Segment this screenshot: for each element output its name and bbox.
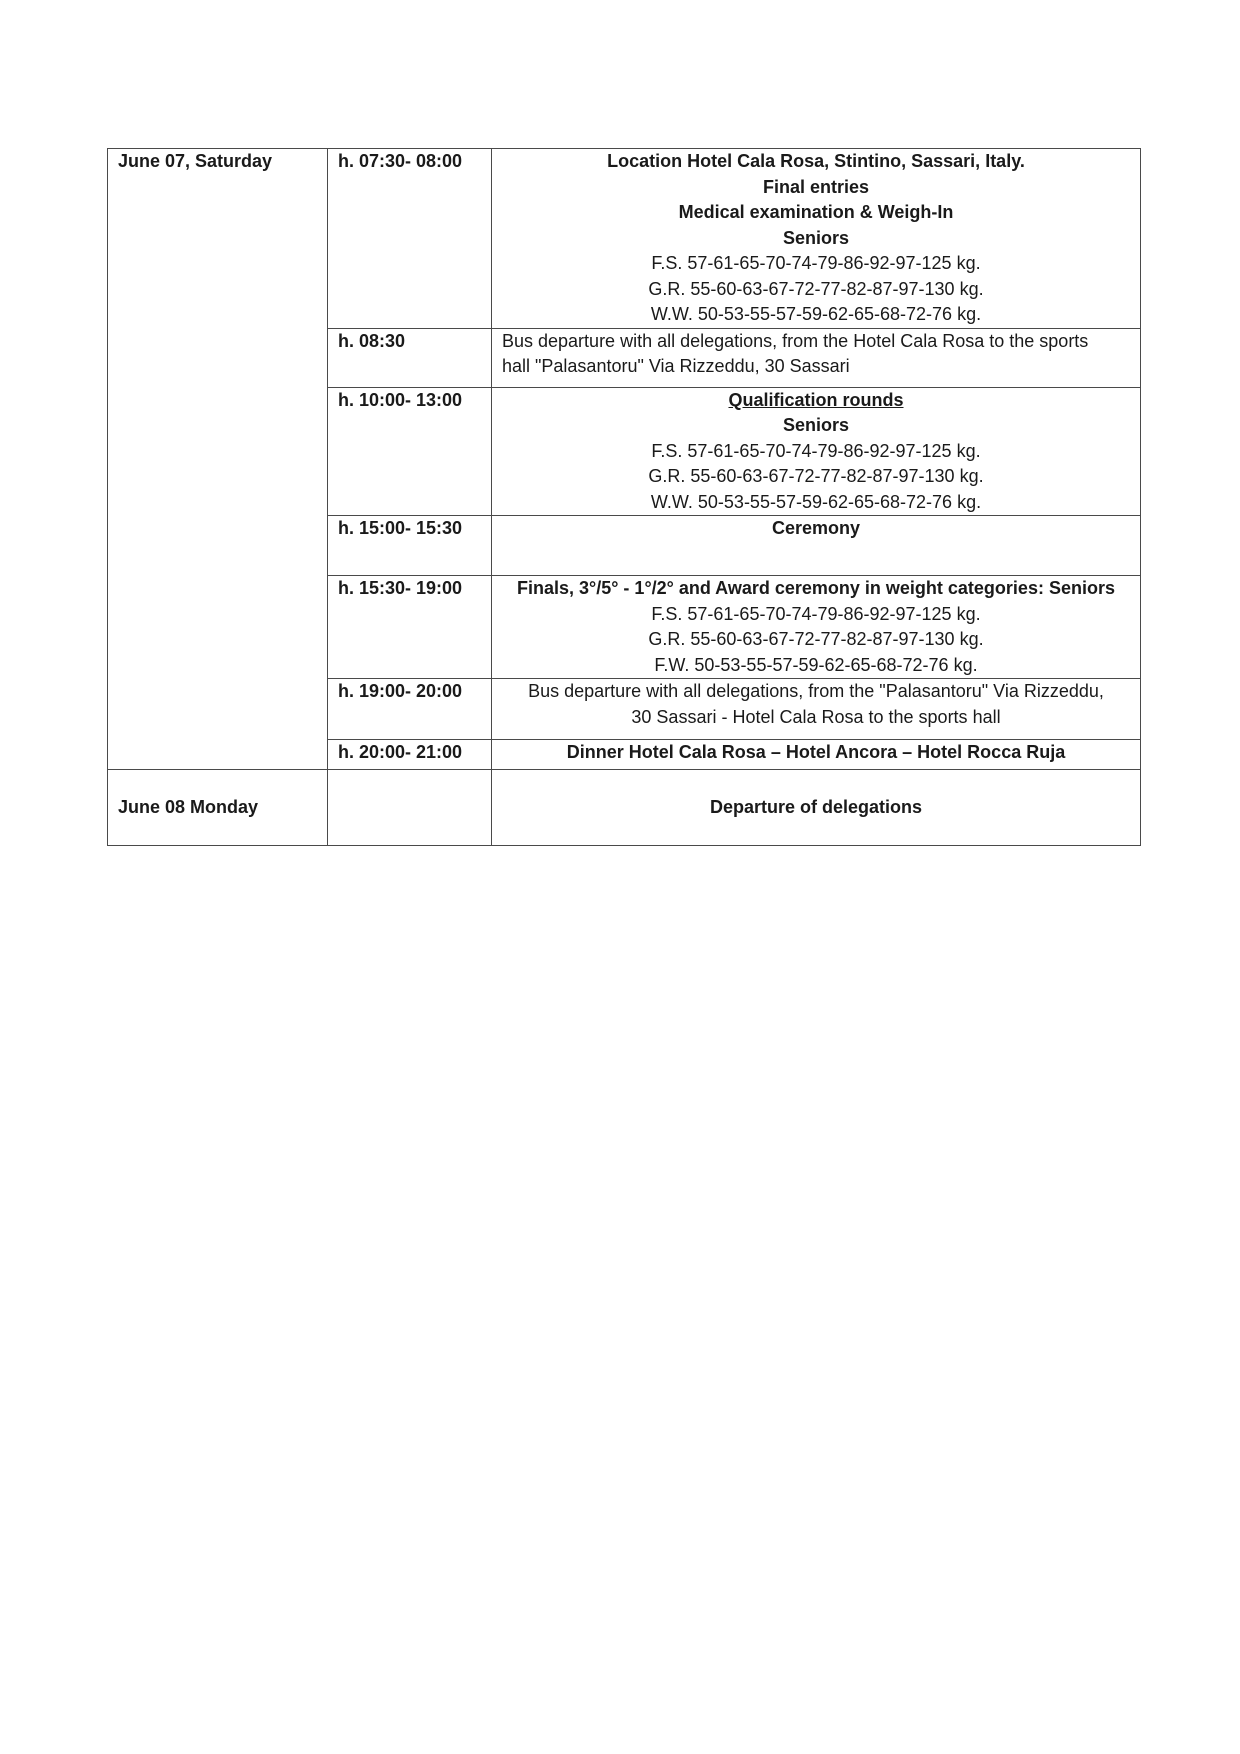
table-row [108, 149, 1141, 329]
weights-line: F.W. 50-53-55-57-59-62-65-68-72-76 kg. [654, 654, 978, 675]
time-cell: h. 15:00- 15:30 [328, 516, 492, 576]
event-cell [492, 576, 1141, 679]
event-line: Medical examination & Weigh-In [678, 202, 954, 222]
event-line: Bus departure with all delegations, from the Hotel Cala Rosa to the sports [502, 330, 1089, 351]
event-line: hall "Palasantoru" Via Rizzeddu, 30 Sassari [502, 356, 850, 376]
weights-line: G.R. 55-60-63-67-72-77-82-87-97-130 kg. [648, 466, 984, 486]
category-line: Seniors [782, 227, 850, 248]
event-heading: Ceremony [771, 518, 861, 538]
event-cell [492, 328, 1141, 387]
day-cell-monday: June 08 Monday [108, 770, 328, 846]
day-cell-saturday: June 07, Saturday [108, 149, 328, 770]
table-row [108, 770, 1141, 846]
weights-line: F.S. 57-61-65-70-74-79-86-92-97-125 kg. [651, 440, 981, 461]
time-cell: h. 19:00- 20:00 [328, 679, 492, 740]
event-heading: Finals, 3°/5° - 1°/2° and Award ceremony in weight categories: Seniors [517, 578, 1115, 598]
time-cell: h. 20:00- 21:00 [328, 740, 492, 770]
event-line: 30 Sassari - Hotel Cala Rosa to the sports hall [631, 706, 1001, 727]
schedule-table [107, 148, 1141, 846]
event-heading: Qualification rounds [728, 389, 904, 410]
time-cell: h. 08:30 [328, 328, 492, 387]
time-cell: h. 10:00- 13:00 [328, 387, 492, 516]
event-cell [492, 740, 1141, 770]
event-cell [492, 679, 1141, 740]
weights-line: F.S. 57-61-65-70-74-79-86-92-97-125 kg. [651, 253, 981, 273]
time-cell: h. 07:30- 08:00 [328, 149, 492, 329]
event-line: Final entries [762, 176, 870, 197]
event-cell [492, 387, 1141, 516]
time-cell [328, 770, 492, 846]
weights-line: G.R. 55-60-63-67-72-77-82-87-97-130 kg. [648, 629, 984, 649]
time-cell: h. 15:30- 19:00 [328, 576, 492, 679]
weights-line: F.S. 57-61-65-70-74-79-86-92-97-125 kg. [651, 603, 981, 624]
weights-line: W.W. 50-53-55-57-59-62-65-68-72-76 kg. [650, 304, 982, 324]
location-line: Location Hotel Cala Rosa, Stintino, Sassari, Italy. [607, 151, 1025, 171]
event-line: Bus departure with all delegations, from the "Palasantoru" Via Rizzeddu, [528, 681, 1104, 701]
category-line: Seniors [782, 415, 850, 435]
event-cell [492, 516, 1141, 576]
weights-line: G.R. 55-60-63-67-72-77-82-87-97-130 kg. [648, 278, 984, 299]
event-heading: Dinner Hotel Cala Rosa – Hotel Ancora – Hotel Rocca Ruja [566, 742, 1066, 762]
event-cell: Departure of delegations [492, 770, 1141, 846]
event-cell [492, 149, 1141, 329]
weights-line: W.W. 50-53-55-57-59-62-65-68-72-76 kg. [650, 491, 982, 512]
